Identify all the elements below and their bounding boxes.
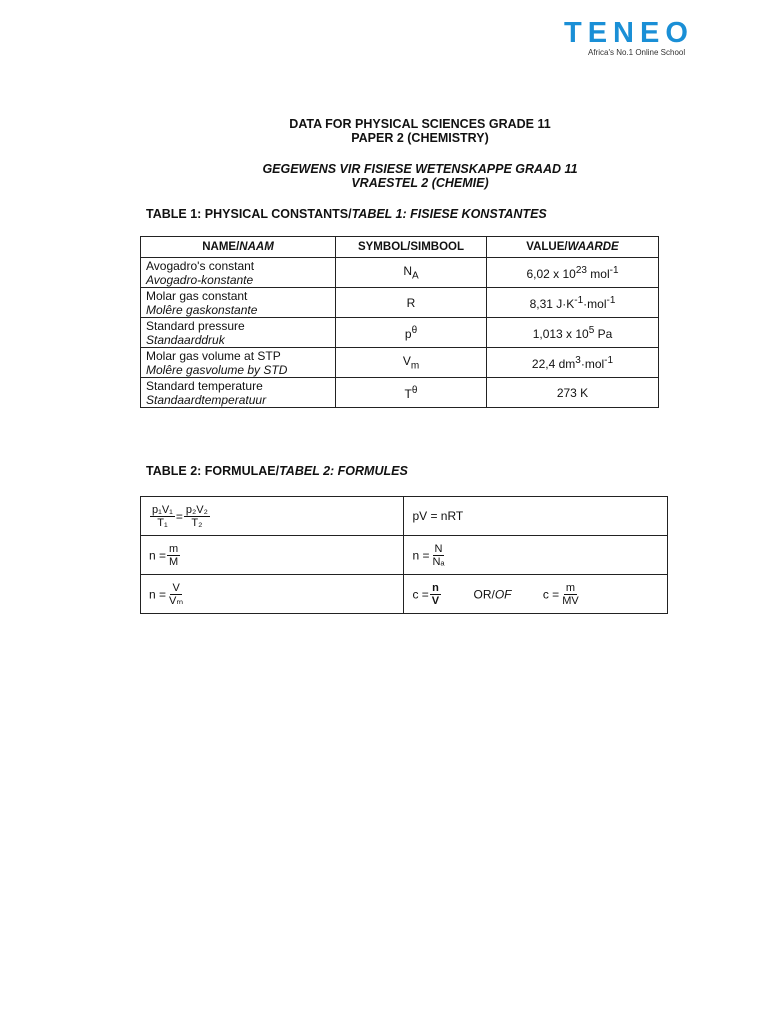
col-symbol-header: SYMBOL/SIMBOOL: [336, 237, 487, 258]
symbol-sub: m: [410, 360, 420, 372]
heading-af-line-1: GEGEWENS VIR FISIESE WETENSKAPPE GRAAD 11: [262, 162, 578, 176]
name-af: Standaarddruk: [146, 332, 225, 347]
symbol-sup: θ: [411, 324, 418, 336]
numerator: p₂V₂: [185, 503, 208, 516]
table-row: [141, 497, 668, 536]
value: 8,31 J·K: [529, 296, 575, 311]
symbol: R: [406, 295, 416, 310]
constant-symbol: [336, 348, 487, 378]
table1-header-row: [141, 237, 659, 258]
name-en: Standard pressure: [146, 318, 245, 333]
name-en: Molar gas constant: [146, 288, 248, 303]
constant-name: [141, 318, 336, 348]
value-unit: ·mol: [580, 356, 605, 371]
table1-title: [146, 207, 547, 221]
fraction: [430, 582, 441, 607]
physical-constants-table: [140, 236, 659, 408]
numerator: n: [432, 581, 439, 594]
name-af: Molêre gaskonstante: [146, 302, 258, 317]
symbol: T: [404, 386, 412, 401]
constant-value: [487, 378, 659, 408]
denominator: T₂: [191, 516, 203, 529]
numerator: m: [565, 581, 576, 594]
teneo-logo: [564, 16, 734, 57]
value-unit-sup: -1: [606, 294, 616, 306]
constant-name: [141, 258, 336, 288]
constant-symbol: [336, 258, 487, 288]
constant-value: [487, 348, 659, 378]
constant-symbol: [336, 288, 487, 318]
value-sup: -1: [574, 294, 584, 306]
table-row: [141, 318, 659, 348]
heading-en-line-1: DATA FOR PHYSICAL SCIENCES GRADE 11: [289, 117, 551, 131]
symbol-sub: A: [412, 270, 419, 282]
symbol: N: [403, 263, 412, 278]
constant-symbol: [336, 378, 487, 408]
equals-sign: =: [175, 509, 183, 523]
constant-value: [487, 318, 659, 348]
or-label: OR/: [473, 587, 495, 601]
symbol: p: [404, 326, 412, 341]
constant-name: [141, 378, 336, 408]
denominator: V: [431, 594, 440, 607]
constant-symbol: [336, 318, 487, 348]
fraction: [150, 504, 175, 529]
fraction: [167, 582, 185, 607]
table-row: [141, 288, 659, 318]
formula-combined-gas-law: [141, 497, 404, 536]
logo-tagline: Africa's No.1 Online School: [588, 48, 686, 57]
fraction: [430, 543, 446, 568]
formula-moles-particles: [404, 536, 668, 575]
name-af: Molêre gasvolume by STD: [146, 362, 288, 377]
value-unit-sup: -1: [609, 264, 619, 276]
name-af: Standaardtemperatuur: [146, 392, 267, 407]
value-sup: 5: [588, 324, 595, 336]
numerator: m: [169, 542, 179, 555]
table2-title-af: TABEL 2: FORMULES: [279, 464, 408, 478]
name-en: Standard temperature: [146, 378, 263, 393]
lhs: n =: [149, 548, 167, 562]
col-name-en: NAME/: [202, 241, 240, 253]
constant-name: [141, 288, 336, 318]
table-row: [141, 536, 668, 575]
ideal-gas-equation: pV = nRT: [412, 509, 464, 523]
value-unit-sup: -1: [604, 354, 614, 366]
formula-moles-volume: [141, 575, 404, 614]
table-row: [141, 348, 659, 378]
col-name-af: NAAM: [239, 241, 274, 253]
logo-wordmark: TENEO: [564, 17, 694, 49]
heading-english: [36, 117, 768, 145]
denominator: Vₘ: [169, 594, 184, 607]
table-row: [141, 258, 659, 288]
table2-title: [146, 464, 408, 478]
table1-title-af: TABEL 1: FISIESE KONSTANTES: [351, 207, 547, 221]
col-value-af: WAARDE: [567, 241, 619, 253]
value: 273 K: [556, 385, 589, 400]
denominator: M: [169, 555, 179, 568]
heading-en-line-2: PAPER 2 (CHEMISTRY): [351, 131, 489, 145]
numerator: V: [172, 581, 180, 594]
of-label: OF: [494, 587, 512, 601]
lhs: c =: [412, 587, 429, 601]
value-sup: 3: [575, 354, 581, 366]
lhs: c =: [542, 587, 560, 601]
denominator: MV: [562, 594, 579, 607]
table-row: [141, 378, 659, 408]
fraction: [184, 504, 210, 529]
name-en: Molar gas volume at STP: [146, 348, 281, 363]
fraction: [560, 582, 581, 607]
value: 1,013 x 10: [532, 326, 589, 341]
value: 22,4 dm: [531, 356, 576, 371]
value-unit: Pa: [594, 326, 613, 341]
formula-concentration: [404, 575, 668, 614]
value: 6,02 x 10: [526, 266, 576, 281]
lhs: n =: [149, 587, 167, 601]
fraction: [167, 543, 180, 568]
denominator: Nₐ: [432, 555, 445, 568]
symbol: V: [402, 353, 411, 368]
constant-name: [141, 348, 336, 378]
constant-value: [487, 288, 659, 318]
numerator: N: [434, 542, 443, 555]
formulae-table: [140, 496, 668, 614]
col-value-en: VALUE/: [526, 241, 568, 253]
numerator: p₁V₁: [152, 503, 173, 516]
formula-moles-mass: [141, 536, 404, 575]
value-unit: mol: [586, 266, 610, 281]
formula-ideal-gas: [404, 497, 668, 536]
table-row: [141, 575, 668, 614]
col-value-header: [487, 237, 659, 258]
heading-af-line-2: VRAESTEL 2 (CHEMIE): [351, 176, 489, 190]
denominator: T₁: [157, 516, 168, 529]
name-af: Avogadro-konstante: [146, 272, 254, 287]
table2-title-en: TABLE 2: FORMULAE/: [146, 464, 280, 478]
value-sup: 23: [575, 264, 587, 276]
constant-value: [487, 258, 659, 288]
heading-afrikaans: [36, 162, 768, 190]
lhs: n =: [412, 548, 430, 562]
symbol-sup: θ: [411, 384, 418, 396]
value-unit: ·mol: [583, 296, 607, 311]
name-en: Avogadro's constant: [146, 258, 255, 273]
table1-title-en: TABLE 1: PHYSICAL CONSTANTS/: [146, 207, 352, 221]
col-name-header: [141, 237, 336, 258]
